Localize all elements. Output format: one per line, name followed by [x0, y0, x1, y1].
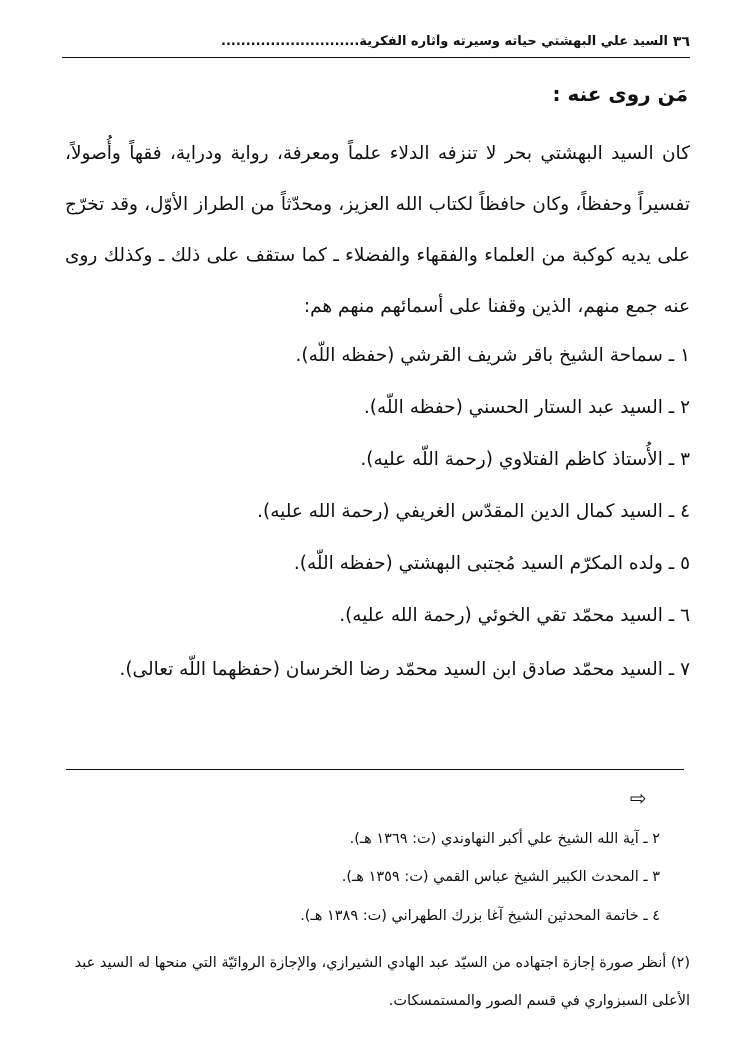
footnote-item: ٢ ـ آية الله الشيخ علي أكبر النهاوندي (ت: ١٣٦٩ هـ). [349, 831, 660, 847]
list-item: ٦ ـ السيد محمّد تقي الخوئي (رحمة الله عليه). [339, 605, 690, 626]
list-item: ٥ ـ ولده المكرّم السيد مُجتبى البهشتي (حفظه اللّه). [293, 553, 690, 574]
running-title [62, 34, 668, 49]
list-item: ٢ ـ السيد عبد الستار الحسني (حفظه اللّه). [363, 397, 690, 418]
list-item: ٤ ـ السيد كمال الدين المقدّس الغريفي (رحمة الله عليه). [257, 501, 690, 522]
body-paragraph: كان السيد البهشتي بحر لا تنزفه الدلاء علماً ومعرفة، رواية ودراية، فقهاً وأُصولاً، تفسيراً وحفظاً، وكان حافظاً لكتاب الله العزيز، ومحدّثاً من الطراز الأوّل، وقد تخرّج على يديه كوكبة من العلماء والفقهاء والفضلاء ـ كما ستقف على ذلك ـ وكذلك روى عنه جمع منهم، الذين وقفنا على أسمائهم منهم هم: [65, 143, 690, 317]
list-item: ٣ ـ الأُستاذ كاظم الفتلاوي (رحمة اللّه عليه). [360, 449, 690, 470]
footnote-divider [66, 769, 684, 770]
students-list [65, 330, 690, 698]
page-number: ٣٦ [672, 34, 690, 50]
running-title-dots: ............................ [221, 34, 360, 49]
running-title-text: السيد علي البهشتي حياته وسيرته وآثاره الفكرية [359, 34, 668, 49]
section-title: مَن روى عنه : [552, 82, 688, 106]
footnote-item: ٤ ـ خاتمة المحدثين الشيخ آغا بزرك الطهراني (ت: ١٣٨٩ هـ). [300, 908, 660, 924]
continuation-arrow-icon: ⇨ [630, 786, 647, 810]
list-item: ١ ـ سماحة الشيخ باقر شريف القرشي (حفظه اللّه). [295, 345, 690, 366]
header-rule [62, 57, 690, 58]
list-item: ٧ ـ السيد محمّد صادق ابن السيد محمّد رضا الخرسان (حفظهما اللّه تعالى). [119, 659, 690, 680]
footnote-item: ٣ ـ المحدث الكبير الشيخ عباس القمي (ت: ١٣٥٩ هـ). [341, 869, 660, 885]
page-header [62, 30, 690, 58]
footnote-item: (٢) أنظر صورة إجازة اجتهاده من السيّد عبد الهادي الشيرازي، والإجازة الروائيّة التي منحها له السيد عبد الأعلى السبزواري في قسم الصور والمستمسكات. [74, 955, 690, 1009]
